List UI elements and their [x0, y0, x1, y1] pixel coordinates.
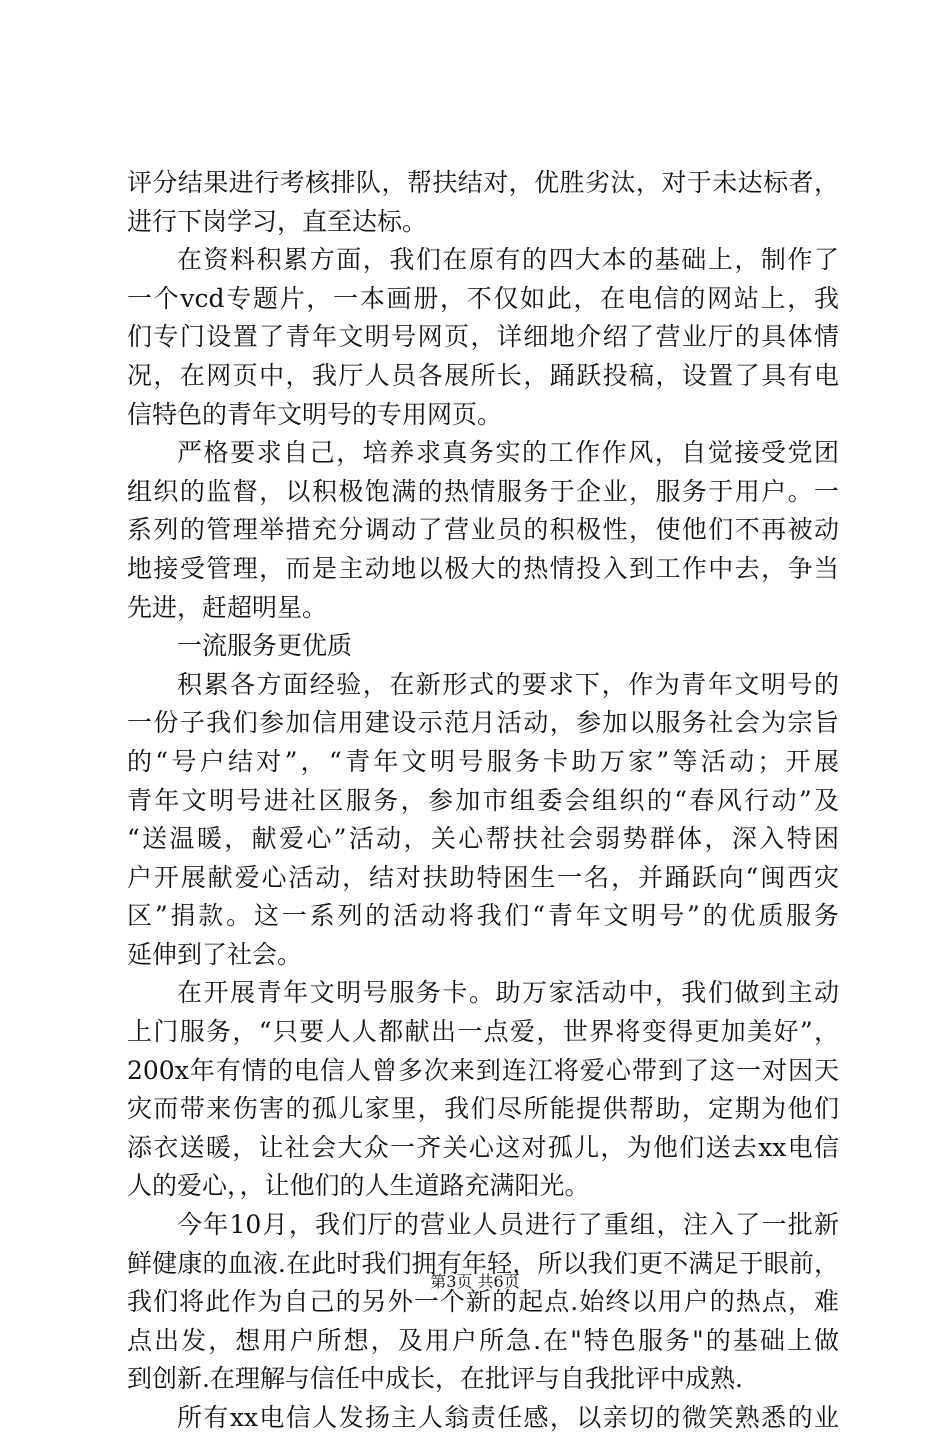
- text-line: 在开展青年文明号服务卡。助万家活动中，我们做到主动: [177, 978, 839, 1008]
- text-line: 延伸到了社会。: [127, 939, 303, 969]
- text-line: 今年10月，我们厅的营业人员进行了重组，注入了一批新: [177, 1210, 839, 1240]
- text-line: 区”捐款。这一系列的活动将我们“青年文明号”的优质服务: [127, 901, 839, 931]
- text-line: 人的爱心，，让他们的人生道路充满阳光。: [127, 1171, 590, 1201]
- text-line: 况，在网页中，我厅人员各展所长，踊跃投稿，设置了具有电: [127, 360, 839, 390]
- text-line: 积累各方面经验，在新形式的要求下，作为青年文明号的: [177, 669, 839, 699]
- text-line: 上门服务，“只要人人都献出一点爱，世界将变得更加美好”，: [127, 1017, 839, 1047]
- text-line: 灾而带来伤害的孤儿家里，我们尽所能提供帮助，定期为他们: [127, 1094, 839, 1124]
- text-line: 所有xx电信人发扬主人翁责任感，以亲切的微笑熟悉的业: [177, 1403, 839, 1432]
- page-number-footer: 第3页 共6页: [430, 1272, 520, 1291]
- text-line: 鲜健康的血液.在此时我们拥有年轻，所以我们更不满足于眼前，: [127, 1248, 839, 1278]
- text-line: 添衣送暖，让社会大众一齐关心这对孤儿，为他们送去xx电信: [127, 1132, 839, 1162]
- text-line: 200x年有情的电信人曾多次来到连江将爱心带到了这一对因天: [127, 1055, 839, 1085]
- text-line: “送温暖，献爱心”活动，关心帮扶社会弱势群体，深入特困: [127, 824, 839, 854]
- text-line: 一个vcd专题片，一本画册，不仅如此，在电信的网站上，我: [127, 283, 839, 313]
- text-line: 们专门设置了青年文明号网页，详细地介绍了营业厅的具体情: [127, 322, 839, 352]
- text-line: 青年文明号进社区服务，参加市组委会组织的“春风行动”及: [127, 785, 839, 815]
- text-line: 到创新.在理解与信任中成长，在批评与自我批评中成熟.: [127, 1364, 743, 1394]
- text-line: 我们将此作为自己的另外一个新的起点.始终以用户的热点，难: [127, 1287, 839, 1317]
- text-line: 一份子我们参加信用建设示范月活动，参加以服务社会为宗旨: [127, 708, 839, 738]
- document-body: [127, 164, 839, 1438]
- section-heading: 一流服务更优质: [177, 631, 353, 661]
- text-line: 严格要求自己，培养求真务实的工作作风，自觉接受党团: [177, 438, 839, 468]
- text-line: 组织的监督，以积极饱满的热情服务于企业，服务于用户。一: [127, 476, 839, 506]
- text-line: 点出发，想用户所想，及用户所急.在"特色服务"的基础上做: [127, 1325, 839, 1355]
- text-line: 进行下岗学习，直至达标。: [127, 206, 428, 236]
- text-line: 地接受管理，而是主动地以极大的热情投入到工作中去，争当: [127, 553, 839, 583]
- text-line: 户开展献爱心活动，结对扶助特困生一名，并踊跃向“闽西灾: [127, 862, 839, 892]
- text-line: 在资料积累方面，我们在原有的四大本的基础上，制作了: [177, 245, 839, 275]
- text-line: 系列的管理举措充分调动了营业员的积极性，使他们不再被动: [127, 515, 839, 545]
- text-line: 信特色的青年文明号的专用网页。: [127, 399, 503, 429]
- text-line: 评分结果进行考核排队，帮扶结对，优胜劣汰，对于未达标者，: [127, 168, 839, 197]
- text-line: 的“号户结对”，“青年文明号服务卡助万家”等活动；开展: [127, 746, 839, 776]
- text-line: 先进，赶超明星。: [127, 592, 328, 622]
